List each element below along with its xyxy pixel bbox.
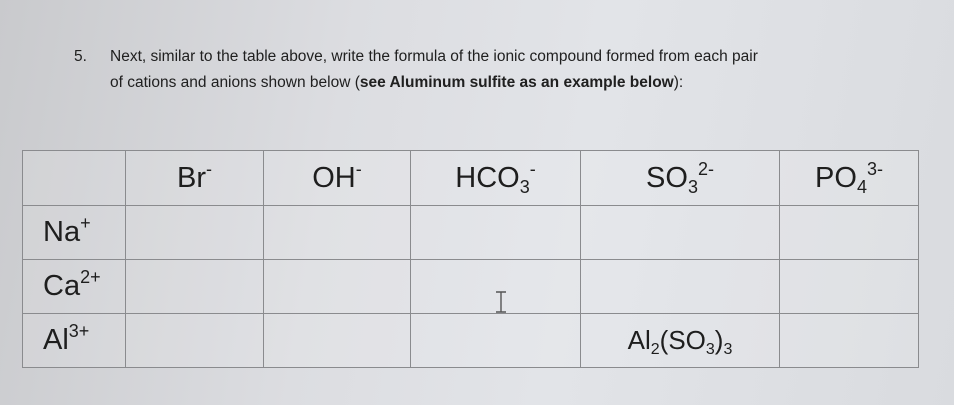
example-aluminum-sulfite: $Al_2(SO_3)_3$: [581, 314, 780, 368]
answer-cell[interactable]: [126, 260, 264, 314]
instructions-line-1: Next, similar to the table above, write the formula of the ionic compound formed from each pair: [110, 48, 758, 65]
row-label-aluminum: $Al^{3+}$: [23, 314, 126, 368]
answer-cell[interactable]: [264, 206, 411, 260]
answer-cell[interactable]: [780, 260, 919, 314]
corner-cell: [23, 151, 126, 206]
ionic-compound-table: [22, 150, 919, 368]
header-hydroxide: OH-: [264, 151, 411, 206]
answer-cell[interactable]: [411, 314, 581, 368]
answer-cell[interactable]: [411, 260, 581, 314]
answer-cell[interactable]: [264, 314, 411, 368]
instructions-line-2: [110, 70, 683, 96]
table-row: [23, 206, 919, 260]
table-row: [23, 314, 919, 368]
answer-cell[interactable]: [581, 206, 780, 260]
answer-cell[interactable]: [780, 314, 919, 368]
anion-header-row: [23, 151, 919, 206]
instructions-line-2-prefix: of cations and anions shown below (: [110, 74, 360, 91]
table-row: [23, 260, 919, 314]
header-sulfite: $SO_3^{2-}$: [581, 151, 780, 206]
answer-cell[interactable]: [126, 314, 264, 368]
instructions-line-2-suffix: ):: [673, 74, 684, 91]
answer-cell[interactable]: [264, 260, 411, 314]
answer-cell[interactable]: [581, 260, 780, 314]
header-bromide: Br-: [126, 151, 264, 206]
answer-cell[interactable]: [411, 206, 581, 260]
answer-cell[interactable]: [126, 206, 264, 260]
question-number: 5.: [74, 48, 87, 65]
header-bicarbonate: $HCO_3^-$: [411, 151, 581, 206]
instructions-example-note: see Aluminum sulfite as an example below: [359, 74, 674, 91]
text-cursor-icon: [494, 291, 508, 313]
row-label-calcium: $Ca^{2+}$: [23, 260, 126, 314]
answer-cell[interactable]: [780, 206, 919, 260]
row-label-sodium: Na+: [23, 206, 126, 260]
header-phosphate: $PO_4^{3-}$: [780, 151, 919, 206]
